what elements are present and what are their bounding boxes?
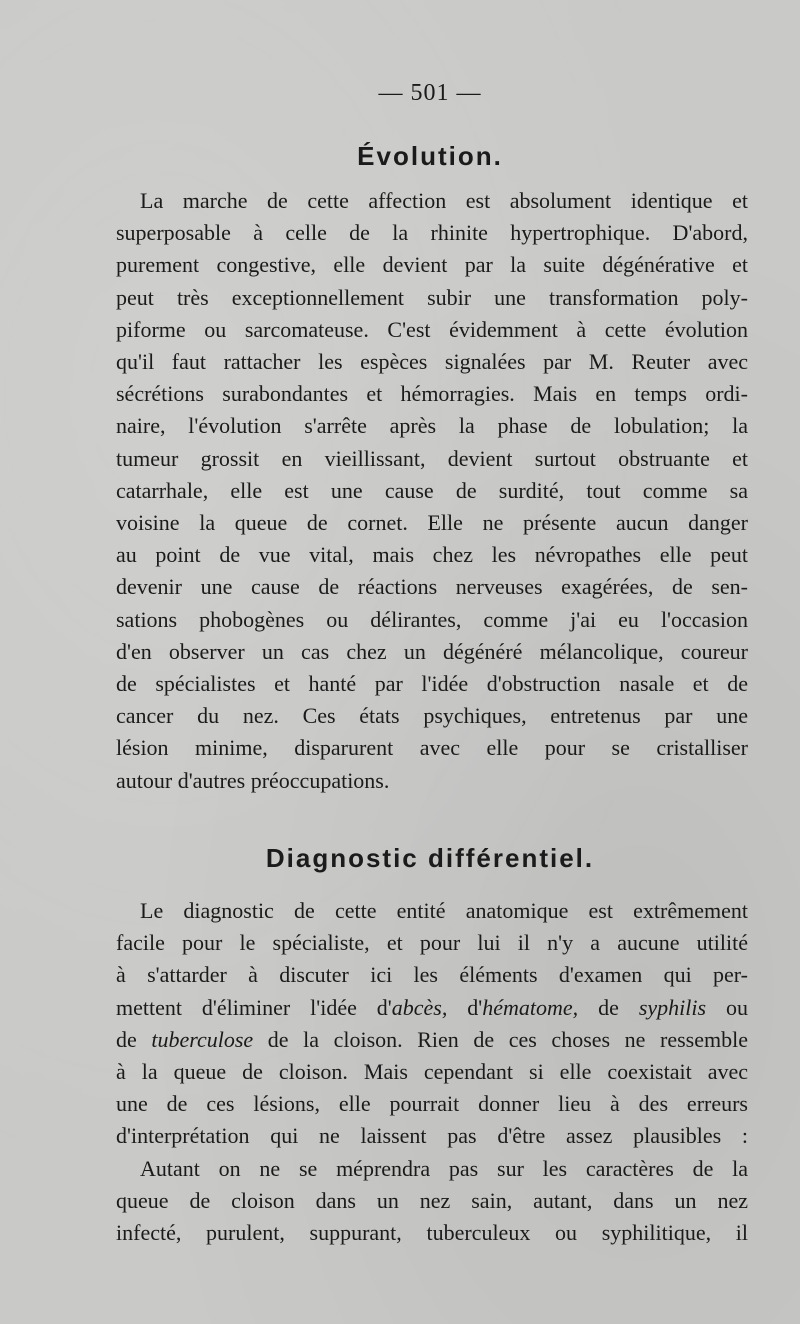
text-line: queue de cloison dans un nez sain, autant, dans un nez [116, 1187, 748, 1213]
text-line: à s'attarder à discuter ici les éléments d'examen qui per- [116, 962, 748, 988]
italic-term-hematome: hématome, [482, 994, 579, 1020]
text-line: purement congestive, elle devient par la suite dégénérative et [116, 252, 748, 278]
text-line: infecté, purulent, suppurant, tuberculeux ou syphilitique, il [116, 1220, 748, 1246]
text-line: La marche de cette affection est absolument identique et [140, 188, 748, 213]
text-line: tumeur grossit en vieillissant, devient surtout obstruante et [116, 445, 748, 471]
paragraph-evolution [116, 185, 748, 797]
italic-term-syphilis: syphilis [638, 994, 707, 1020]
text-run: de [578, 994, 639, 1020]
text-line: à la queue de cloison. Mais cependant si elle coexistait avec [116, 1059, 748, 1085]
page-number: — 501 — [378, 80, 482, 106]
text-run: de la cloison. Rien de ces choses ne ressemble [253, 1026, 749, 1052]
text-line: peut très exceptionnellement subir une transformation poly- [116, 284, 748, 310]
text-line: Le diagnostic de cette entité anatomique est extrêmement [140, 898, 748, 923]
italic-term-tuberculose: tuberculose [151, 1026, 254, 1052]
text-line: Autant on ne se méprendra pas sur les caractères de la [140, 1155, 748, 1181]
text-line: superposable à celle de la rhinite hypertrophique. D'abord, [116, 220, 748, 246]
text-run: ou [706, 994, 749, 1020]
text-line: voisine la queue de cornet. Elle ne présente aucun danger [116, 510, 748, 536]
section-heading-diagnostic: Diagnostic différentiel. [265, 843, 595, 873]
text-line-with-italics [116, 1024, 748, 1056]
section-heading-evolution: Évolution. [357, 141, 503, 171]
text-line: autour d'autres préoccupations. [116, 767, 390, 793]
text-line: au point de vue vital, mais chez les névropathes elle peut [116, 542, 748, 568]
text-line: qu'il faut rattacher les espèces signalées par M. Reuter avec [116, 349, 748, 375]
text-line: facile pour le spécialiste, et pour lui il n'y a aucune utilité [116, 930, 748, 956]
italic-term-abces: abcès, [391, 994, 448, 1020]
text-line: d'en observer un cas chez un dégénéré mélancolique, coureur [116, 638, 748, 664]
text-line: sations phobogènes ou délirantes, comme j'ai eu l'occasion [116, 606, 748, 632]
text-line: devenir une cause de réactions nerveuses exagérées, de sen- [116, 574, 748, 600]
text-line: cancer du nez. Ces états psychiques, entretenus par une [116, 703, 748, 729]
text-line: une de ces lésions, elle pourrait donner lieu à des erreurs [116, 1091, 748, 1117]
text-line: de spécialistes et hanté par l'idée d'obstruction nasale et de [116, 671, 748, 697]
text-line: d'interprétation qui ne laissent pas d'être assez plausibles : [116, 1123, 748, 1149]
text-line: lésion minime, disparurent avec elle pour se cristalliser [116, 735, 748, 761]
paragraph-diagnostic [116, 895, 748, 1249]
text-line: sécrétions surabondantes et hémorragies. Mais en temps ordi- [116, 381, 748, 407]
text-run: de [116, 1026, 152, 1052]
text-run: mettent d'éliminer l'idée d' [116, 994, 392, 1020]
text-line: naire, l'évolution s'arrête après la phase de lobulation; la [116, 413, 748, 439]
text-line: piforme ou sarcomateuse. C'est évidemment à cette évolution [116, 316, 748, 342]
text-run: d' [447, 994, 483, 1020]
text-line-with-italics [116, 992, 748, 1024]
text-line: catarrhale, elle est une cause de surdité, tout comme sa [116, 477, 748, 503]
